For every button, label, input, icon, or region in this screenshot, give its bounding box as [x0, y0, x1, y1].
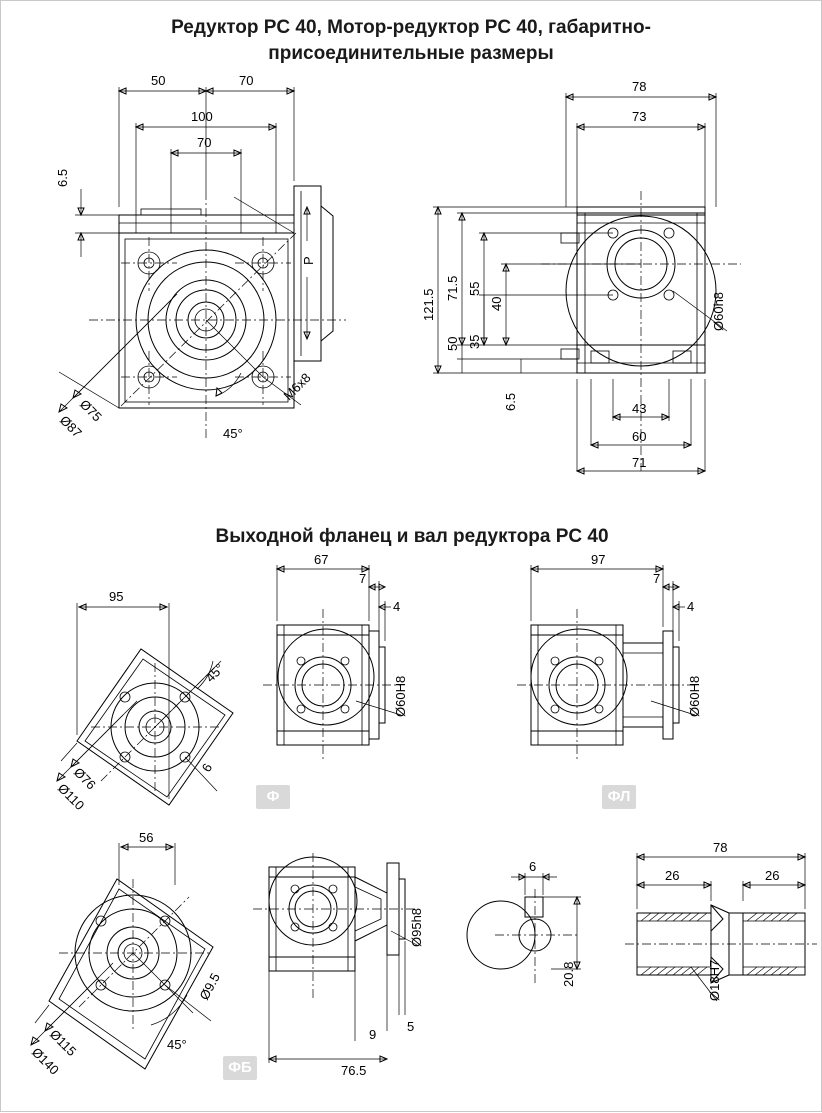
badge-flange-f: Ф [256, 785, 290, 809]
dim-121-5: 121.5 [421, 288, 436, 321]
dim-7: 7 [359, 571, 367, 586]
dim-d75: Ø75 [76, 396, 105, 425]
front-view-group [55, 73, 346, 441]
dim-7-fl: 7 [653, 571, 661, 586]
dim-56: 56 [139, 830, 154, 845]
page-title-line1: Редуктор PC 40, Мотор-редуктор PC 40, габаритно- [171, 17, 651, 38]
dim-d60H8-f: Ø60H8 [393, 675, 408, 717]
flange-f-side-group [263, 552, 408, 761]
dim-4-fl: 4 [687, 599, 695, 614]
dim-6-keyway: 6 [529, 859, 537, 874]
dim-43: 43 [632, 401, 647, 416]
dim-76-5: 76.5 [341, 1063, 367, 1078]
dim-71: 71 [632, 455, 647, 470]
dim-40: 40 [489, 296, 504, 311]
dim-26-left: 26 [665, 868, 680, 883]
flange-f-front-group [55, 589, 233, 813]
dim-45-deg-fb: 45° [167, 1037, 187, 1052]
dim-55: 55 [467, 281, 482, 296]
badge-flange-fl: ФЛ [602, 785, 636, 809]
keyway-section-group [467, 859, 581, 987]
dim-67: 67 [314, 552, 329, 567]
dim-5: 5 [407, 1019, 415, 1034]
dim-73-side: 73 [632, 109, 647, 124]
dim-78-shaft: 78 [713, 840, 728, 855]
dim-45-deg-front: 45° [223, 426, 243, 441]
dim-60: 60 [632, 429, 647, 444]
dim-6-5-left: 6.5 [55, 168, 70, 187]
dim-50-side: 50 [445, 336, 460, 351]
dim-45-deg-f: 45° [202, 660, 228, 686]
dim-d140: Ø140 [28, 1044, 62, 1078]
dim-20-8: 20.8 [561, 961, 576, 987]
dim-95: 95 [109, 589, 124, 604]
technical-drawing-canvas [1, 1, 822, 1113]
dim-P: P [301, 256, 316, 265]
shaft-view-group [625, 840, 817, 1001]
side-view-group [421, 79, 741, 474]
dim-d95h8: Ø95h8 [409, 907, 424, 947]
dim-d76: Ø76 [70, 764, 99, 793]
dim-d87: Ø87 [56, 412, 85, 441]
dim-d9-5: Ø9.5 [196, 970, 223, 1003]
dim-35: 35 [467, 334, 482, 349]
dim-d60h8-side: Ø60h8 [711, 291, 726, 331]
flange-fb-front-group [29, 830, 223, 1078]
dim-6-f: 6 [198, 760, 216, 775]
dim-71-5: 71.5 [445, 275, 460, 301]
dim-70-inner: 70 [197, 135, 212, 150]
dim-d18H7: Ø18H7 [707, 959, 722, 1001]
dim-6-5-side: 6.5 [503, 392, 518, 411]
dim-d115: Ø115 [46, 1026, 80, 1059]
dim-4: 4 [393, 599, 401, 614]
dim-d110: Ø110 [54, 780, 88, 813]
flange-fl-side-group [517, 552, 702, 761]
flange-fb-side-group [253, 853, 424, 1078]
dim-70-top: 70 [239, 73, 254, 88]
section-title-output-flange: Выходной фланец и вал редуктора PC 40 [215, 526, 609, 547]
page-title-line2: присоединительные размеры [268, 42, 554, 64]
dim-M6x8: M6x8 [280, 370, 314, 404]
dim-97: 97 [591, 552, 606, 567]
dim-100: 100 [191, 109, 213, 124]
badge-flange-fb: ФБ [223, 1056, 257, 1080]
dim-26-right: 26 [765, 868, 780, 883]
dim-78-side: 78 [632, 79, 647, 94]
dim-d60H8-fl: Ø60H8 [687, 675, 702, 717]
dim-50: 50 [151, 73, 166, 88]
dim-9: 9 [369, 1027, 377, 1042]
